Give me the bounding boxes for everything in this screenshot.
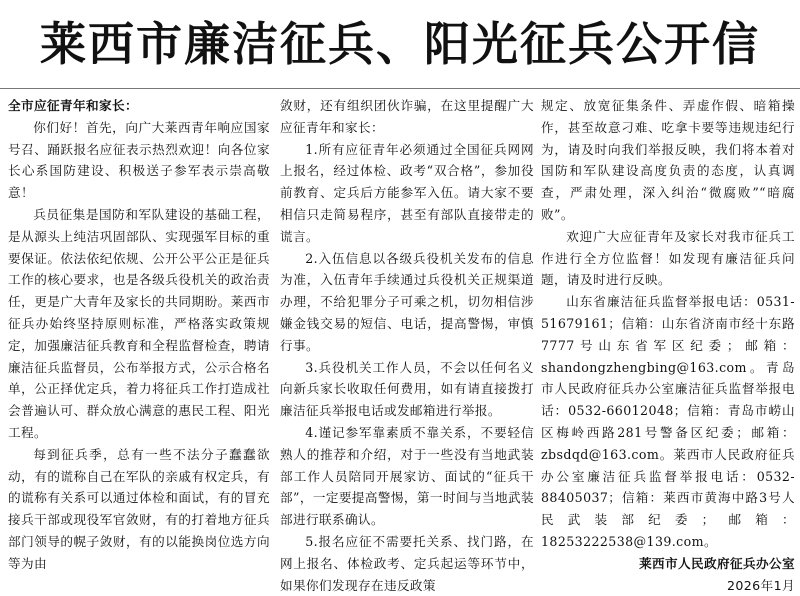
tip-1: 1.所有应征青年必须通过全国征兵网网上报名，经过体检、政考“双合格”，参加役前教育、定兵后方能参军入伍。请大家不要相信只走简易程序，甚至有部队直接带走的谎言。 (280, 141, 534, 244)
paragraph-fraud-warning: 每到征兵季，总有一些不法分子蠢蠢欲动，有的谎称自己在军队的亲戚有权定兵，有的谎称有关系可以通过体检和面试，有的冒充接兵干部或现役军官敛财，有的打着地方征兵部门领导的幌子敛财，有的以能换岗位选方向等为由 (8, 446, 270, 571)
column-3 (541, 95, 795, 593)
paragraph-greeting: 你们好！首先，向广大莱西青年响应国家号召、踊跃报名应征表示热烈欢迎！向各位家长心系国防建设、积极送子参军表示崇高敬意！ (8, 119, 270, 201)
paragraph-supervision: 欢迎广大应征青年及家长对我市征兵工作进行全方位监督！如发现有廉洁征兵问题，请及时进行反映。 (541, 228, 795, 288)
paragraph-continued: 敛财，还有组织团伙诈骗，在这里提醒广大应征青年和家长： (280, 98, 534, 135)
headline: 莱西市廉洁征兵、阳光征兵公开信 (40, 17, 760, 71)
date: 2026年1月 (726, 577, 795, 593)
signature: 莱西市人民政府征兵办公室 (639, 555, 795, 571)
tip-2: 2.入伍信息以各级兵役机关发布的信息为准，入伍青年手续通过兵役机关正规渠道办理，不给犯罪分子可乘之机，切勿相信涉嫌金钱交易的短信、电话，提高警惕，审慎行事。 (280, 250, 534, 353)
column-2 (280, 95, 534, 593)
paragraph-policy: 兵员征集是国防和军队建设的基础工程，是从源头上纯洁巩固部队、实现强军目标的重要保证。依法依纪依规、公开公平公正是征兵工作的核心要求，也是各级兵役机关的政治责任，更是广大青年及家长的共同期盼。莱西市征兵办始终坚持原则标准，严格落实政策规定，加强廉洁征兵教育和全程监督检查，聘请廉洁征兵监督员，公布举报方式，公示合格名单，公正择优定兵，着力将征兵工作打造成社会普遍认可、群众放心满意的惠民工程、阳光工程。 (8, 206, 270, 440)
tip-3: 3.兵役机关工作人员，不会以任何名义向新兵家长收取任何费用，如有请直接拨打廉洁征兵举报电话或发邮箱进行举报。 (280, 359, 534, 419)
headline-rule (0, 88, 800, 89)
paragraph-contacts: 山东省廉洁征兵监督举报电话：0531-51679161；信箱：山东省济南市经十东路7777号山东省军区纪委；邮箱：shandongzhengbing@163.com。青岛市人民政府征兵办公室廉洁征兵监督举报电话：0532-66012048；信箱：青岛市崂山区梅岭西路281号警备区纪委；邮箱：zbsdqd@163.com。莱西市人民政府征兵办公室廉洁征兵监督举报电话：0532-88405037；信箱：莱西市黄海中路3号人民武装部纪委；邮箱：18253222538@139.com。 (541, 294, 795, 549)
column-1 (8, 95, 270, 571)
paragraph-continued-2: 规定、放宽征集条件、弄虚作假、暗箱操作，甚至故意刁难、吃拿卡要等违规违纪行为，请及时向我们举报反映，我们将本着对国防和军队建设高度负责的态度，认真调查，严肃处理，深入纠治“微腐败”“暗腐败”。 (541, 98, 795, 222)
tip-4: 4.谨记参军靠素质不靠关系，不要轻信熟人的推荐和介绍，对于一些没有当地武装部工作人员陪同开展家访、面试的“征兵干部”，一定要提高警惕，第一时间与当地武装部进行联系确认。 (280, 424, 534, 528)
salutation: 全市应征青年和家长： (8, 98, 138, 113)
tip-5: 5.报名应征不需要托关系、找门路，在网上报名、体检政考、定兵起运等环节中，如果你们发现存在违反政策 (280, 533, 534, 593)
